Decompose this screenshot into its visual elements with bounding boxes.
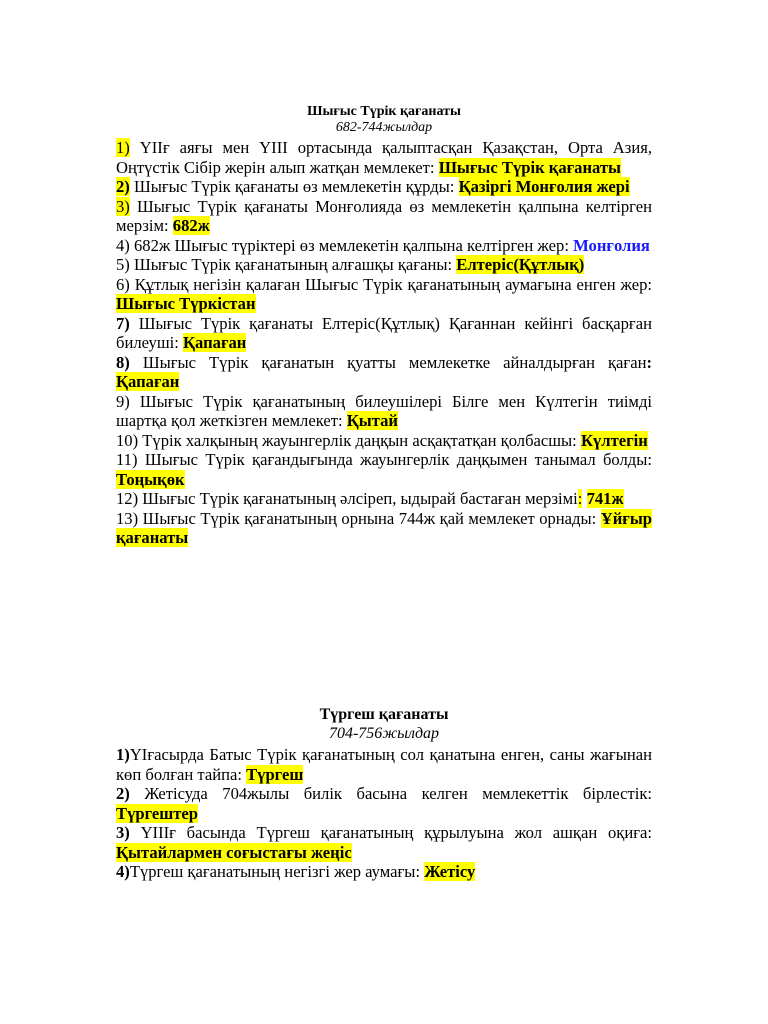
item-number: 8) [116, 352, 130, 372]
list-item [116, 450, 652, 489]
item-question: Түрік халқының жауынгерлік даңқын асқақтатқан қолбасшы: [138, 430, 581, 450]
list-item [116, 138, 652, 177]
item-answer: Ұйғыр қағанаты [116, 508, 652, 547]
item-question: ҮІІІғ басында Түргеш қағанатының құрылуына жол ашқан оқиға: [129, 823, 652, 842]
item-number: 3) [116, 196, 130, 216]
item-number: 7) [116, 313, 130, 333]
item-answer: Түргеш [246, 764, 304, 784]
item-question: Шығыс Түрік қағанаты Елтеріс(Құтлық) Қағаннан кейінгі басқарған билеуші: [116, 313, 652, 352]
item-answer: Тоңықөк [116, 469, 185, 489]
section-subtitle: 704-756жылдар [328, 725, 440, 742]
item-number: 1) [116, 745, 130, 764]
list-item [116, 255, 652, 275]
item-answer: Монғолия [573, 235, 650, 255]
item-number: 2) [116, 177, 130, 196]
item-question: Шығыс Түрік қағанаты өз мемлекетін құрды: [129, 177, 459, 196]
item-question: ҮІІғ аяғы мен ҮІІІ ортасында қалыптасқан Қазақстан, Орта Азия, Оңтүстік Сібір жерін алып жатқан мемлекет: [116, 138, 652, 177]
section-title: Шығыс Түрік қағанаты [307, 104, 461, 119]
list-item [116, 236, 652, 256]
item-number: 3) [116, 823, 130, 842]
list-item [116, 353, 652, 392]
item-number: 6) [116, 274, 130, 294]
item-number: 11) [116, 450, 138, 469]
item-question: Түргеш қағанатының негізгі жер аумағы: [129, 862, 425, 881]
list-item [116, 177, 652, 197]
list-item [116, 509, 652, 548]
item-question: Шығыс Түрік қағанатының орнына 744ж қай мемлекет орнады: [138, 508, 601, 528]
list-item [116, 431, 652, 451]
list-item [116, 489, 652, 509]
item-answer: Шығыс Түркістан [116, 294, 256, 313]
item-question: Жетісуда 704жылы билік басына келген мемлекеттік бірлестік: [129, 784, 652, 803]
item-number: 2) [116, 784, 130, 803]
list-item [116, 275, 652, 314]
list-item [116, 862, 652, 882]
item-answer: Елтеріс(Құтлық) [456, 255, 585, 274]
item-answer: Түргештер [116, 803, 199, 823]
item-question: Құтлық негізін қалаған Шығыс Түрік қағанатының аумағына енген жер: [129, 274, 652, 294]
item-answer: 682ж [172, 216, 210, 235]
list-item [116, 197, 652, 236]
item-answer: Шығыс Түрік қағанаты [438, 157, 622, 177]
item-number: 1) [116, 138, 130, 157]
item-number: 12) [116, 489, 139, 508]
list-item [116, 823, 652, 862]
section-title: Түргеш қағанаты [319, 706, 449, 723]
item-answer: Күлтегін [580, 430, 648, 450]
item-number: 9) [116, 391, 130, 411]
item-colon: : [577, 489, 583, 508]
item-question: Шығыс Түрік қағанатының билеушілері Білге мен Күлтегін тиімді шартқа қол жеткізген мемлекет: [116, 391, 652, 430]
item-question: Шығыс Түрік қағанатының әлсіреп, ыдырай бастаған мерзімі [138, 489, 578, 508]
item-colon: : [646, 352, 652, 372]
item-question: Шығыс Түрік қағанатының алғашқы қағаны: [129, 255, 457, 274]
item-question: ҮІғасырда Батыс Түрік қағанатының сол қанатына енген, саны жағынан көп болған тайпа: [116, 745, 652, 784]
item-answer: Қапаған [183, 333, 247, 352]
item-question: 682ж Шығыс түріктері өз мемлекетін қалпына келтірген жер: [129, 235, 574, 255]
item-answer: 741ж [586, 489, 624, 508]
item-answer: Қытайлармен соғыстағы жеңіс [116, 842, 352, 862]
item-answer: Қытай [346, 411, 398, 430]
item-number: 10) [116, 430, 139, 450]
item-answer: Қазіргі Монғолия жері [458, 177, 630, 196]
item-number: 13) [116, 508, 139, 528]
item-number: 4) [116, 862, 130, 881]
item-question: Шығыс Түрік қағанаты Монғолияда өз мемлекетін қалпына келтірген мерзім: [116, 196, 652, 235]
list-item [116, 392, 652, 431]
item-answer: Қапаған [116, 372, 180, 391]
list-item [116, 784, 652, 823]
item-number: 4) [116, 235, 130, 255]
item-question: Шығыс Түрік қағандығында жауынгерлік даңқымен танымал болды: [137, 450, 652, 469]
list-item [116, 314, 652, 353]
list-item [116, 745, 652, 784]
item-question: Шығыс Түрік қағанатын қуатты мемлекетке айналдырған қаған [129, 352, 647, 372]
section-turgesh-khaganate [116, 705, 652, 882]
section-subtitle: 682-744жылдар [335, 120, 433, 135]
item-answer: Жетісу [424, 862, 476, 881]
item-number: 5) [116, 255, 130, 274]
section-east-turkic-khaganate [116, 104, 652, 548]
